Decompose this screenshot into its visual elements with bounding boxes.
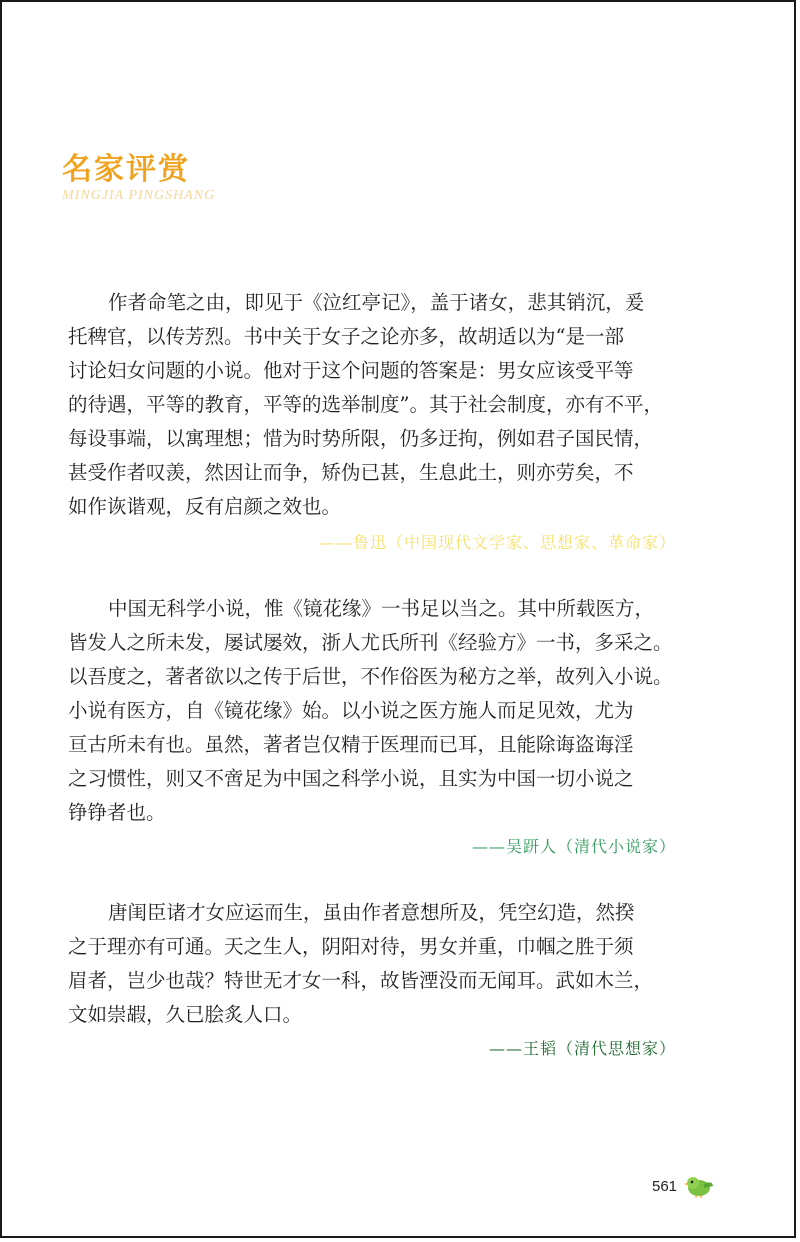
quote-line: 甚受作者叹羡，然因让而争，矫伪已甚，生息此土，则亦劳矣，不 <box>68 461 634 484</box>
section-heading <box>62 150 215 204</box>
quote-luxun <box>68 286 698 524</box>
quote-paragraph <box>68 592 698 830</box>
attribution-wangtao: ——王韬（清代思想家） <box>488 1039 676 1058</box>
quote-paragraph <box>68 896 698 1032</box>
attribution-luxun: ——鲁迅（中国现代文学家、思想家、革命家） <box>318 533 676 552</box>
page-number: 561 <box>652 1178 678 1195</box>
quote-line: 皆发人之所未发，屡试屡效，浙人尤氏所刊《经验方》一书，多采之。 <box>68 631 673 654</box>
quote-line: 讨论妇女问题的小说。他对于这个问题的答案是：男女应该受平等 <box>68 359 634 382</box>
quote-paragraph <box>68 286 698 524</box>
quote-line: 之习惯性，则又不啻足为中国之科学小说，且实为中国一切小说之 <box>68 767 634 790</box>
quote-line: 以吾度之，著者欲以之传于后世，不作俗医为秘方之举，故列入小说。 <box>68 665 673 688</box>
quote-line: 中国无科学小说，惟《镜花缘》一书足以当之。其中所载医方， <box>108 597 655 620</box>
attribution-wujianren: ——吴趼人（清代小说家） <box>471 837 676 856</box>
quote-line: 文如崇嘏，久已脍炙人口。 <box>68 1003 303 1026</box>
section-subtitle: MINGJIA PINGSHANG <box>62 188 216 203</box>
quote-line: 作者命笔之由，即见于《泣红亭记》，盖于诸女，悲其销沉，爰 <box>108 291 645 314</box>
quote-line: 如作诙谐观，反有启颜之效也。 <box>68 495 342 518</box>
green-bird-icon <box>684 1174 714 1198</box>
quote-line: 的待遇，平等的教育，平等的选举制度”。其于社会制度，亦有不平， <box>68 393 663 416</box>
quote-line: 之于理亦有可通。天之生人，阴阳对待，男女并重，巾帼之胜于须 <box>68 935 634 958</box>
quote-line: 眉者，岂少也哉？特世无才女一科，故皆湮没而无闻耳。武如木兰， <box>68 969 654 992</box>
quote-line: 托稗官，以传芳烈。书中关于女子之论亦多，故胡适以为“是一部 <box>68 325 624 348</box>
quote-line: 亘古所未有也。虽然，著者岂仅精于医理而已耳，且能除诲盗诲淫 <box>68 733 634 756</box>
quote-line: 每设事端，以寓理想；惜为时势所限，仍多迂拘，例如君子国民情， <box>68 427 654 450</box>
quote-line: 铮铮者也。 <box>68 801 166 824</box>
quote-wujianren <box>68 592 698 830</box>
quote-wangtao <box>68 896 698 1032</box>
quote-line: 唐闺臣诸才女应运而生，虽由作者意想所及，凭空幻造，然揆 <box>108 901 635 924</box>
quote-line: 小说有医方，自《镜花缘》始。以小说之医方施人而足见效，尤为 <box>68 699 634 722</box>
section-title: 名家评赏 <box>62 152 190 187</box>
